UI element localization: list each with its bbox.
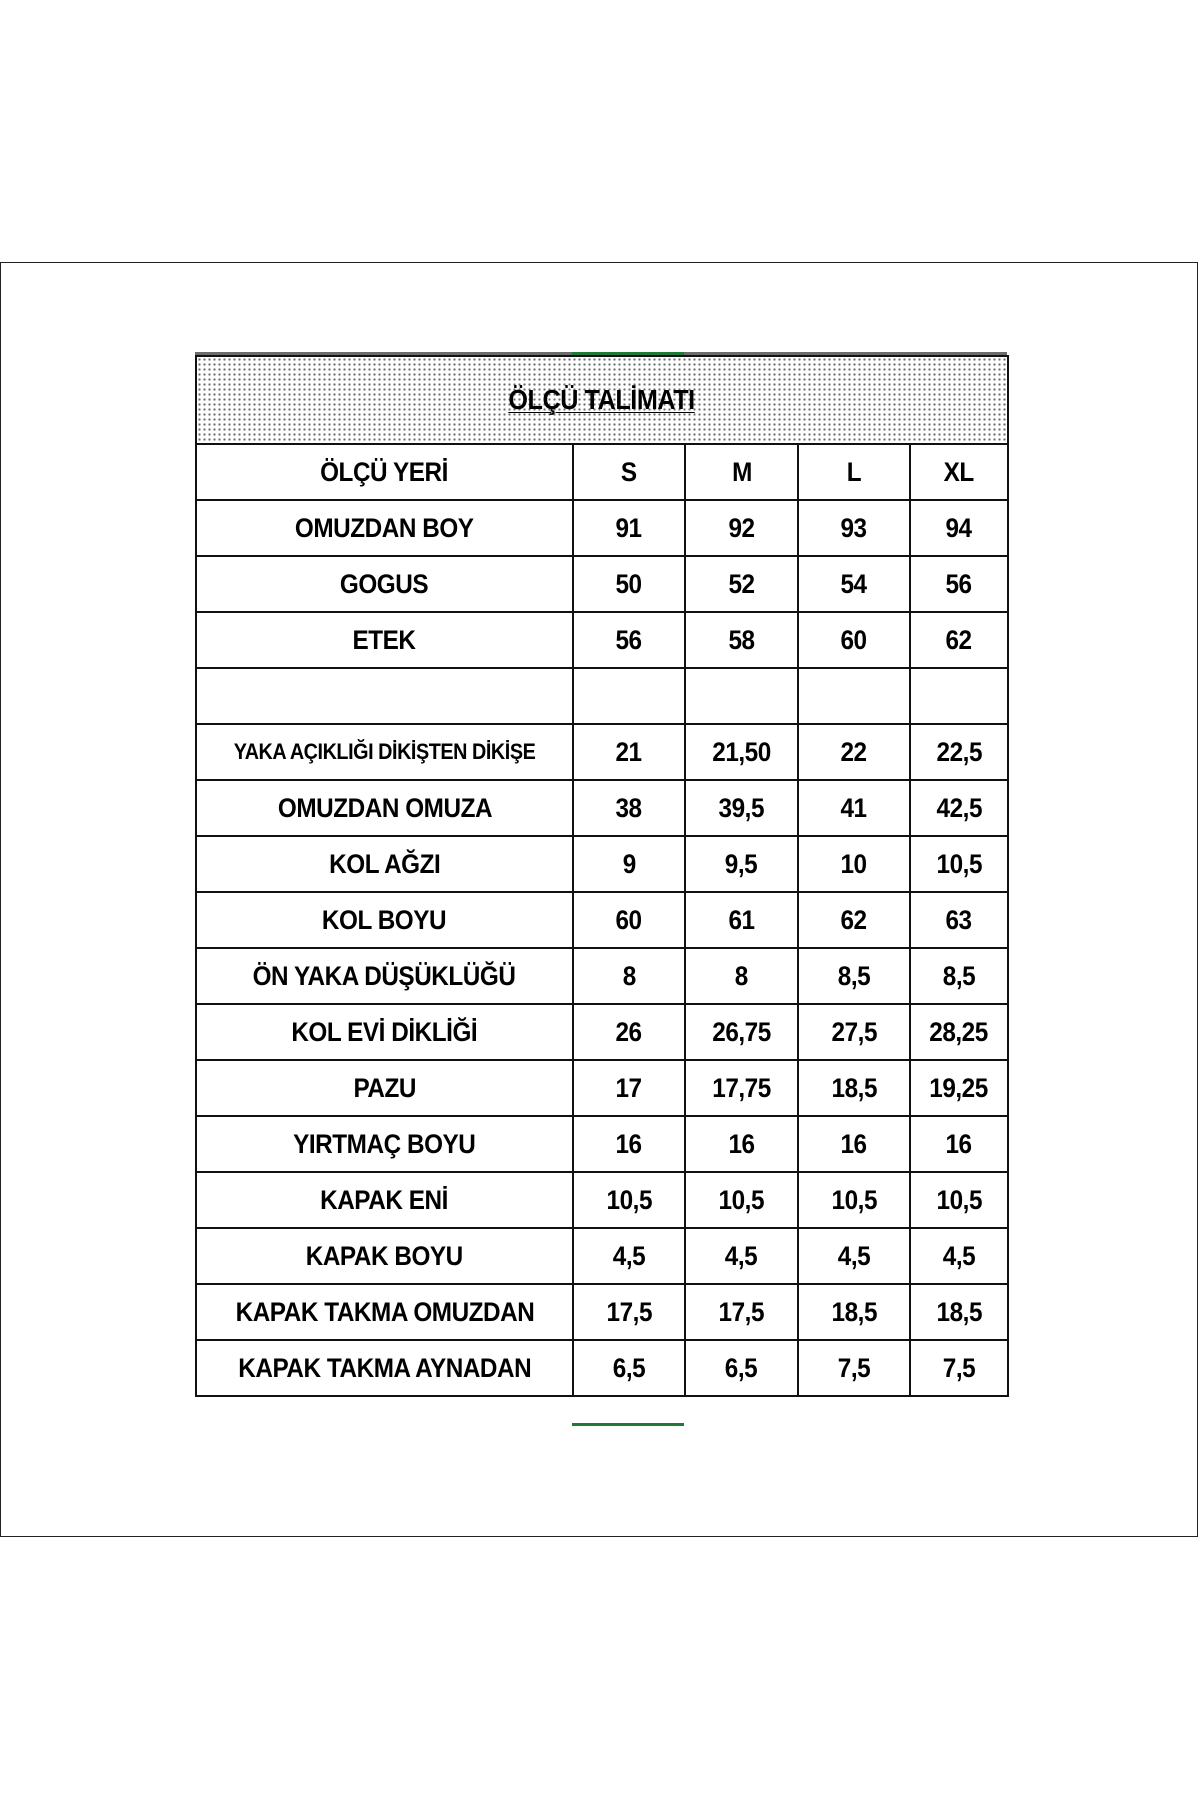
measurement-label: YIRTMAÇ BOYU [293,1128,476,1159]
header-size-xl [910,444,1008,500]
header-size-m [685,444,798,500]
measurement-value: 62 [945,624,973,655]
measurement-value: 10,5 [831,1184,877,1215]
measurement-value: 16 [840,1128,868,1159]
header-size-l [798,444,910,500]
measurement-value: 56 [945,568,973,599]
measurement-value: 7,5 [942,1352,976,1383]
measurement-value: 17 [615,1072,643,1103]
table-title [196,356,1008,444]
measurement-label-cell [196,1116,573,1172]
measurement-value: 91 [615,512,643,543]
measurement-value-cell [685,500,798,556]
size-m-label: M [731,456,752,487]
header-row [196,444,1008,500]
measurement-value: 42,5 [936,792,982,823]
measurement-label: YAKA AÇIKLIĞI DİKİŞTEN DİKİŞE [233,739,536,764]
size-table [195,355,1009,1397]
measurement-value-cell [798,1284,910,1340]
measurement-value-cell [685,1284,798,1340]
measurement-value: 4,5 [725,1240,758,1271]
measurement-label-cell [196,1228,573,1284]
measurement-value: 92 [728,512,755,543]
table-title-text: ÖLÇÜ TALİMATI [508,384,696,415]
measurement-value-cell [573,1284,685,1340]
measurement-label: OMUZDAN BOY [295,512,474,543]
measurement-value-cell [685,1004,798,1060]
measurement-value: 26,75 [712,1016,771,1047]
measurement-value: 21,50 [712,736,771,767]
measurement-value-cell [910,724,1008,780]
size-l-label: L [846,456,862,487]
measurement-value: 38 [615,792,643,823]
measurement-value: 17,75 [712,1072,771,1103]
measurement-value-cell [685,1340,798,1396]
measurement-value-cell [910,500,1008,556]
measurement-value: 16 [615,1128,643,1159]
measurement-value: 16 [945,1128,973,1159]
measurement-value-cell [910,836,1008,892]
measurement-value-cell [798,724,910,780]
measurement-value: 8,5 [837,960,871,991]
measurement-value: 41 [840,792,868,823]
measurement-value-cell [685,1060,798,1116]
measurement-value-cell [685,612,798,668]
measurement-label: OMUZDAN OMUZA [277,792,492,823]
measurement-value: 4,5 [612,1240,646,1271]
measurement-value-cell [685,780,798,836]
measurement-label-cell [196,556,573,612]
measurement-label: KOL BOYU [322,904,447,935]
measurement-label: GOGUS [340,568,429,599]
measurement-value: 8,5 [942,960,976,991]
measurement-value-cell [573,780,685,836]
measurement-value: 63 [945,904,973,935]
measurement-label: KAPAK TAKMA AYNADAN [238,1352,531,1383]
measurement-value: 94 [945,512,973,543]
measurement-value-cell [685,1116,798,1172]
measurement-value: 10,5 [606,1184,652,1215]
measurement-value-cell [573,892,685,948]
measurement-value: 60 [840,624,868,655]
size-s-label: S [621,456,637,487]
measurement-value-cell [798,1004,910,1060]
measurement-label-cell [196,500,573,556]
table-row [196,948,1008,1004]
measurement-value-cell [798,1172,910,1228]
table-row [196,500,1008,556]
measurement-value: 6,5 [725,1352,758,1383]
measurement-value: 10,5 [936,1184,982,1215]
measurement-value-cell [573,1340,685,1396]
header-label: ÖLÇÜ YERİ [320,456,449,487]
measurement-value: 62 [840,904,868,935]
measurement-value: 21 [615,736,643,767]
table-row [196,1228,1008,1284]
size-chart [195,355,1007,1425]
measurement-value: 4,5 [837,1240,871,1271]
measurement-value-cell [910,612,1008,668]
measurement-value-cell [685,668,798,724]
measurement-value: 54 [840,568,868,599]
measurement-value-cell [685,1228,798,1284]
measurement-value-cell [685,892,798,948]
measurement-value-cell [910,892,1008,948]
measurement-value-cell [798,612,910,668]
table-row [196,612,1008,668]
table-row [196,780,1008,836]
measurement-value-cell [910,1004,1008,1060]
table-row [196,1004,1008,1060]
measurement-value: 58 [728,624,755,655]
measurement-value-cell [573,724,685,780]
measurement-value-cell [798,1060,910,1116]
measurement-value-cell [573,1116,685,1172]
measurement-value-cell [573,556,685,612]
measurement-value-cell [910,1116,1008,1172]
measurement-value: 18,5 [936,1296,982,1327]
measurement-value: 18,5 [831,1296,877,1327]
measurement-value-cell [685,556,798,612]
measurement-value-cell [573,948,685,1004]
measurement-value: 19,25 [929,1072,989,1103]
measurement-value-cell [573,836,685,892]
measurement-value-cell [573,668,685,724]
measurement-value: 16 [728,1128,755,1159]
measurement-label: KAPAK TAKMA OMUZDAN [235,1296,534,1327]
measurement-value-cell [798,836,910,892]
measurement-value: 22 [840,736,868,767]
measurement-label-cell [196,1004,573,1060]
header-size-s [573,444,685,500]
measurement-value: 26 [615,1016,643,1047]
measurement-value-cell [685,948,798,1004]
measurement-value-cell [798,1116,910,1172]
measurement-value: 10,5 [936,848,982,879]
measurement-value-cell [910,1284,1008,1340]
table-row [196,1284,1008,1340]
measurement-value-cell [573,500,685,556]
measurement-value-cell [910,668,1008,724]
measurement-label: KOL AĞZI [328,848,441,879]
measurement-value: 18,5 [831,1072,877,1103]
measurement-value: 93 [840,512,868,543]
measurement-value: 27,5 [831,1016,877,1047]
measurement-value-cell [573,1004,685,1060]
measurement-value-cell [798,668,910,724]
table-row [196,1060,1008,1116]
measurement-value-cell [798,500,910,556]
measurement-label-cell [196,1060,573,1116]
header-label-cell [196,444,573,500]
measurement-label: ÖN YAKA DÜŞÜKLÜĞÜ [253,960,516,991]
measurement-value-cell [910,948,1008,1004]
measurement-value: 39,5 [718,792,765,823]
measurement-value-cell [910,556,1008,612]
measurement-value-cell [910,1340,1008,1396]
measurement-label-cell [196,612,573,668]
measurement-label: KAPAK ENİ [320,1184,449,1215]
table-row [196,556,1008,612]
measurement-value: 8 [622,960,636,991]
measurement-label: KAPAK BOYU [305,1240,464,1271]
measurement-label-cell [196,836,573,892]
table-row [196,1116,1008,1172]
measurement-label-cell [196,668,573,724]
measurement-value: 60 [615,904,643,935]
measurement-value-cell [798,1228,910,1284]
measurement-value-cell [573,1060,685,1116]
measurement-value-cell [685,724,798,780]
measurement-value: 28,25 [929,1016,989,1047]
measurement-value: 10,5 [718,1184,765,1215]
table-row [196,668,1008,724]
table-row [196,724,1008,780]
measurement-value: 17,5 [606,1296,652,1327]
table-row [196,892,1008,948]
measurement-value: 7,5 [837,1352,871,1383]
measurement-value: 6,5 [612,1352,646,1383]
measurement-value: 17,5 [718,1296,765,1327]
table-row [196,1340,1008,1396]
measurement-label-cell [196,780,573,836]
measurement-value: 9,5 [725,848,758,879]
measurement-value: 9 [622,848,636,879]
measurement-value-cell [798,556,910,612]
measurement-value-cell [798,892,910,948]
measurement-value-cell [798,948,910,1004]
measurement-value: 4,5 [942,1240,976,1271]
measurement-value-cell [910,1172,1008,1228]
measurement-label-cell [196,724,573,780]
measurement-value: 56 [615,624,643,655]
measurement-value-cell [573,1228,685,1284]
measurement-value-cell [798,1340,910,1396]
measurement-label-cell [196,892,573,948]
measurement-value-cell [685,1172,798,1228]
table-row [196,1172,1008,1228]
measurement-value: 10 [840,848,868,879]
measurement-value-cell [910,1228,1008,1284]
measurement-value-cell [573,1172,685,1228]
measurement-label-cell [196,1284,573,1340]
measurement-label-cell [196,948,573,1004]
measurement-value: 22,5 [936,736,982,767]
measurement-value-cell [910,780,1008,836]
measurement-value: 50 [615,568,643,599]
measurement-label: KOL EVİ DİKLİĞİ [291,1016,478,1047]
measurement-value-cell [685,836,798,892]
measurement-value: 61 [728,904,755,935]
measurement-value-cell [910,1060,1008,1116]
size-xl-label: XL [943,456,975,487]
measurement-value: 52 [728,568,755,599]
table-row [196,836,1008,892]
measurement-label-cell [196,1172,573,1228]
measurement-label: ETEK [352,624,416,655]
measurement-value-cell [798,780,910,836]
measurement-value: 8 [734,960,749,991]
measurement-value-cell [573,612,685,668]
bottom-column-marker [572,1423,684,1426]
measurement-label: PAZU [353,1072,416,1103]
measurement-label-cell [196,1340,573,1396]
